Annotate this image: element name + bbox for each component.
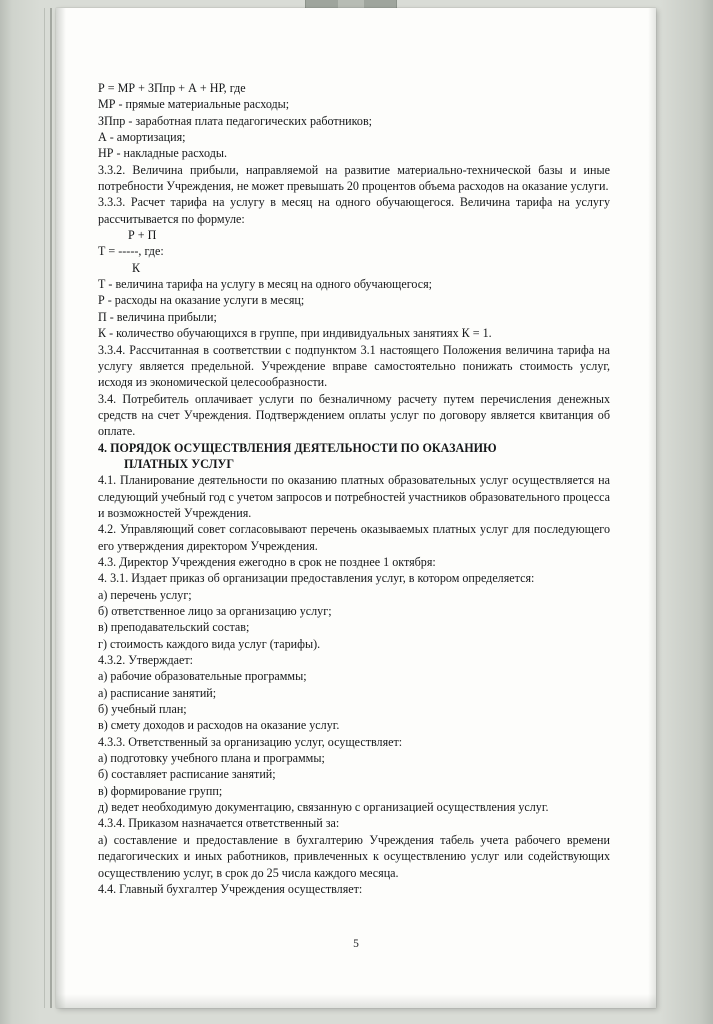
document-paragraph: 4.2. Управляющий совет согласовывают перечень оказываемых платных услуг для последующего его утверждения директором Учреждения. [98, 522, 610, 553]
document-paragraph: а) составление и предоставление в бухгалтерию Учреждения табель учета рабочего времени педагогических и иных работников, привлеченных к осуществлению услуг или содействующих осуществлению услуг, в срок до 25 числа каждого месяца. [98, 832, 610, 880]
formula-numerator: Р + П [128, 228, 157, 243]
binding-line-inner [50, 8, 52, 1008]
section-heading: 4. ПОРЯДОК ОСУЩЕСТВЛЕНИЯ ДЕЯТЕЛЬНОСТИ ПО ОКАЗАНИЮ [98, 440, 497, 455]
page-shadow-left [56, 8, 66, 1008]
document-line: в) преподавательский состав; [98, 620, 250, 635]
document-line: П - величина прибыли; [98, 309, 217, 324]
document-line: а) подготовку учебного плана и программы; [98, 751, 325, 766]
document-page [56, 8, 656, 1008]
document-paragraph: 3.3.4. Рассчитанная в соответствии с подпунктом 3.1 настоящего Положения величина тарифа на услугу является предельной. Учреждение вправе самостоятельно понижать стоимость услуг, исходя из экономической целесообразности. [98, 342, 610, 390]
formula-denominator: К [132, 260, 141, 275]
document-line: д) ведет необходимую документацию, связанную с организацией осуществления услуг. [98, 800, 549, 815]
document-line: а) расписание занятий; [98, 685, 217, 700]
document-line: Т - величина тарифа на услугу в месяц на одного обучающегося; [98, 277, 433, 292]
document-line: ЗПпр - заработная плата педагогических работников; [98, 113, 373, 128]
document-paragraph: 4.1. Планирование деятельности по оказанию платных образовательных услуг осуществляется на следующий учебный год с учетом запросов и потребностей участников образовательного процесса и возможностей Учреждения. [98, 473, 610, 520]
document-line: 4.3.2. Утверждает: [98, 653, 194, 668]
document-line: 4.3.4. Приказом назначается ответственный за: [98, 816, 340, 831]
document-line: в) формирование групп; [98, 783, 223, 798]
document-line: 4.3. Директор Учреждения ежегодно в срок не позднее 1 октября: [98, 554, 436, 569]
section-heading-continued: ПЛАТНЫХ УСЛУГ [124, 456, 235, 471]
document-line: МР - прямые материальные расходы; [98, 97, 290, 112]
document-line: а) перечень услуг; [98, 587, 192, 602]
page-number: 5 [353, 938, 359, 950]
document-line: в) смету доходов и расходов на оказание услуг. [98, 718, 340, 733]
page-shadow-right [648, 8, 656, 1008]
document-line: б) составляет расписание занятий; [98, 767, 276, 782]
binding-line-outer [44, 8, 45, 1008]
document-line: 4.4. Главный бухгалтер Учреждения осуществляет: [98, 881, 363, 896]
document-line: а) рабочие образовательные программы; [98, 669, 307, 684]
document-line: К - количество обучающихся в группе, при индивидуальных занятиях К = 1. [98, 326, 492, 341]
document-line: 4.3.3. Ответственный за организацию услуг, осуществляет: [98, 734, 403, 749]
document-line: НР - накладные расходы. [98, 146, 228, 161]
document-paragraph: 3.3.3. Расчет тарифа на услугу в месяц на одного обучающегося. Величина тарифа на услугу рассчитывается по формуле: [98, 195, 610, 226]
page-shadow-bottom [56, 994, 656, 1008]
document-paragraph: 3.3.2. Величина прибыли, направляемой на развитие материально-технической базы и иные потребности Учреждения, не может превышать 20 процентов объема расходов на оказание услуги. [98, 162, 610, 194]
formula-line: Т = -----, где: [98, 244, 164, 259]
document-line: б) учебный план; [98, 702, 187, 717]
document-line: 4. 3.1. Издает приказ об организации предоставления услуг, в котором определяется: [98, 571, 535, 586]
document-body [98, 80, 610, 897]
document-line: А - амортизация; [98, 130, 186, 145]
document-line: г) стоимость каждого вида услуг (тарифы). [98, 636, 321, 651]
document-line: Р - расходы на оказание услуги в месяц; [98, 293, 305, 308]
document-paragraph: 3.4. Потребитель оплачивает услуги по безналичному расчету путем перечисления денежных средств на счет Учреждения. Подтверждением оплаты услуг по договору является квитанция об оплате. [98, 391, 610, 439]
document-line: Р = МР + ЗПпр + А + НР, где [98, 81, 246, 95]
document-line: б) ответственное лицо за организацию услуг; [98, 604, 332, 618]
